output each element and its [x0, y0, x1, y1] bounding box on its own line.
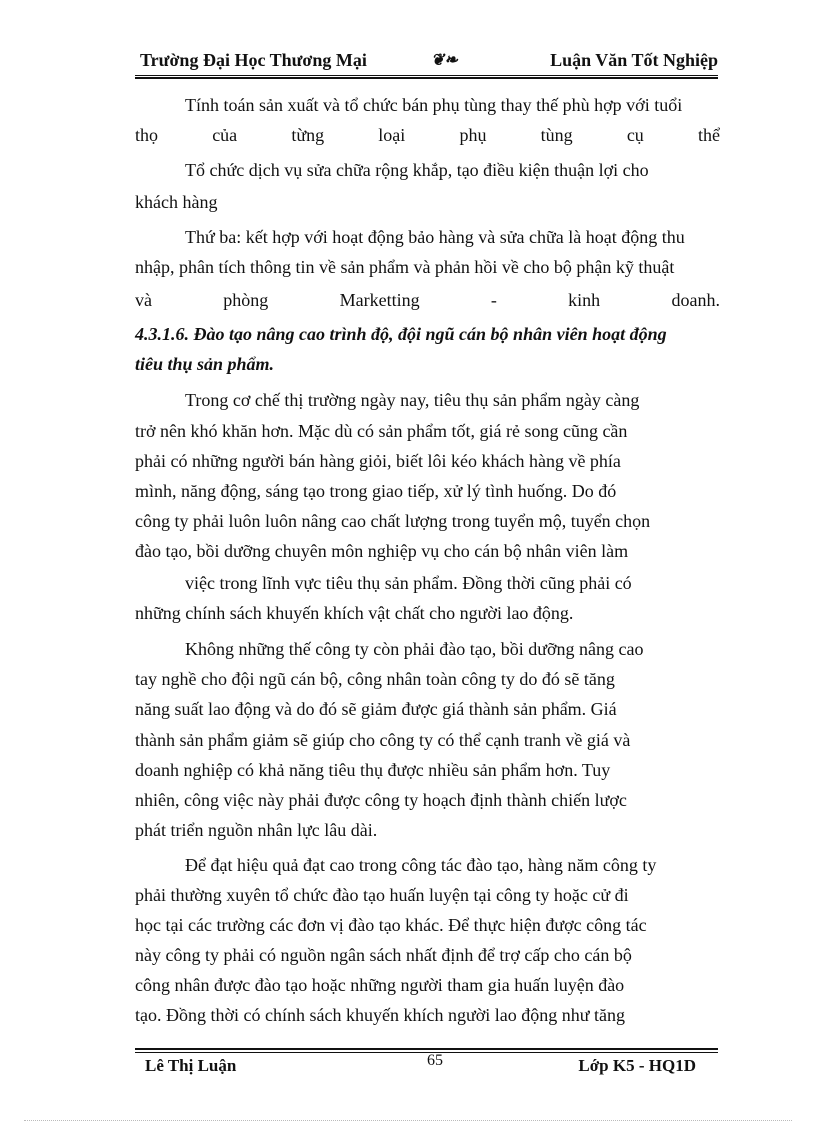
text-line: Tổ chức dịch vụ sửa chữa rộng khắp, tạo điều kiện thuận lợi cho — [185, 160, 649, 180]
text-line: Để đạt hiệu quả đạt cao trong công tác đào tạo, hàng năm công ty — [185, 855, 657, 875]
header-thesis-title: Luận Văn Tốt Nghiệp — [550, 50, 718, 70]
section-heading: 4.3.1.6. Đào tạo nâng cao trình độ, đội ngũ cán bộ nhân viên hoạt động — [135, 324, 667, 344]
text-line-justified — [135, 288, 720, 312]
text-line: này công ty phải có nguồn ngân sách nhất định để trợ cấp cho cán bộ — [135, 945, 632, 965]
word: doanh. — [671, 290, 720, 310]
word: từng — [291, 125, 325, 145]
text-line: phải thường xuyên tổ chức đào tạo huấn luyện tại công ty hoặc cử đi — [135, 885, 629, 905]
word: tùng — [540, 125, 573, 145]
page-footer — [135, 1044, 718, 1080]
text-line: Không những thế công ty còn phải đào tạo, bồi dưỡng nâng cao — [185, 639, 644, 659]
text-line: khách hàng — [135, 192, 218, 212]
text-line: năng suất lao động và do đó sẽ giảm được giá thành sản phẩm. Giá — [135, 699, 617, 719]
word: thọ — [135, 125, 159, 145]
word: - — [490, 290, 497, 310]
word: của — [212, 125, 238, 145]
footer-author: Lê Thị Luận — [145, 1056, 237, 1075]
text-line: học tại các trường các đơn vị đào tạo khác. Để thực hiện được công tác — [135, 915, 647, 935]
text-line: công nhân được đào tạo hoặc những người tham gia huấn luyện đào — [135, 975, 625, 995]
footer-class: Lớp K5 - HQ1D — [578, 1056, 696, 1075]
text-line: nhiên, công việc này phải được công ty hoạch định thành chiến lược — [135, 790, 627, 810]
word: kinh — [568, 290, 601, 310]
text-line: mình, năng động, sáng tạo trong giao tiếp, xử lý tình huống. Do đó — [135, 481, 617, 501]
text-line: tay nghề cho đội ngũ cán bộ, công nhân toàn công ty do đó sẽ tăng — [135, 669, 615, 689]
text-line: Trong cơ chế thị trường ngày nay, tiêu thụ sản phẩm ngày càng — [185, 390, 640, 410]
header-rule — [135, 75, 718, 76]
text-line: những chính sách khuyến khích vật chất cho người lao động. — [135, 603, 574, 623]
word: phụ — [459, 125, 487, 145]
text-line: việc trong lĩnh vực tiêu thụ sản phẩm. Đồng thời cũng phải có — [185, 573, 632, 593]
header-rule-thick — [135, 77, 718, 79]
text-line: công ty phải luôn luôn nâng cao chất lượng trong tuyển mộ, tuyển chọn — [135, 511, 651, 531]
page-number: 65 — [427, 1052, 443, 1069]
text-line: nhập, phân tích thông tin về sản phẩm và phản hồi về cho bộ phận kỹ thuật — [135, 257, 675, 277]
text-line: Tính toán sản xuất và tổ chức bán phụ tùng thay thế phù hợp với tuổi — [185, 95, 683, 115]
text-line-justified — [135, 123, 720, 147]
word: và — [135, 290, 152, 310]
header-university: Trường Đại Học Thương Mại — [140, 50, 367, 70]
word: loại — [378, 125, 406, 145]
text-line: phải có những người bán hàng giỏi, biết lôi kéo khách hàng về phía — [135, 451, 621, 471]
text-line: trở nên khó khăn hơn. Mặc dù có sản phẩm tốt, giá rẻ song cũng cần — [135, 421, 628, 441]
text-line: Thứ ba: kết hợp với hoạt động bảo hàng và sửa chữa là hoạt động thu — [185, 227, 685, 247]
word: Marketting — [339, 290, 420, 310]
text-line: phát triển nguồn nhân lực lâu dài. — [135, 820, 378, 840]
page-header — [135, 46, 718, 74]
section-heading: tiêu thụ sản phẩm. — [135, 354, 275, 374]
word: thể — [697, 125, 720, 145]
text-line: tạo. Đồng thời có chính sách khuyến khích người lao động như tăng — [135, 1005, 625, 1025]
page-edge-line — [24, 1120, 792, 1121]
word: cụ — [626, 125, 644, 145]
text-line: thành sản phẩm giảm sẽ giúp cho công ty có thể cạnh tranh về giá và — [135, 730, 631, 750]
text-line: đào tạo, bồi dưỡng chuyên môn nghiệp vụ cho cán bộ nhân viên làm — [135, 541, 629, 561]
text-line: doanh nghiệp có khả năng tiêu thụ được nhiều sản phẩm hơn. Tuy — [135, 760, 611, 780]
word: phòng — [223, 290, 269, 310]
footer-rule-thick — [135, 1048, 718, 1050]
header-ornament: ❦❧ — [431, 52, 458, 69]
